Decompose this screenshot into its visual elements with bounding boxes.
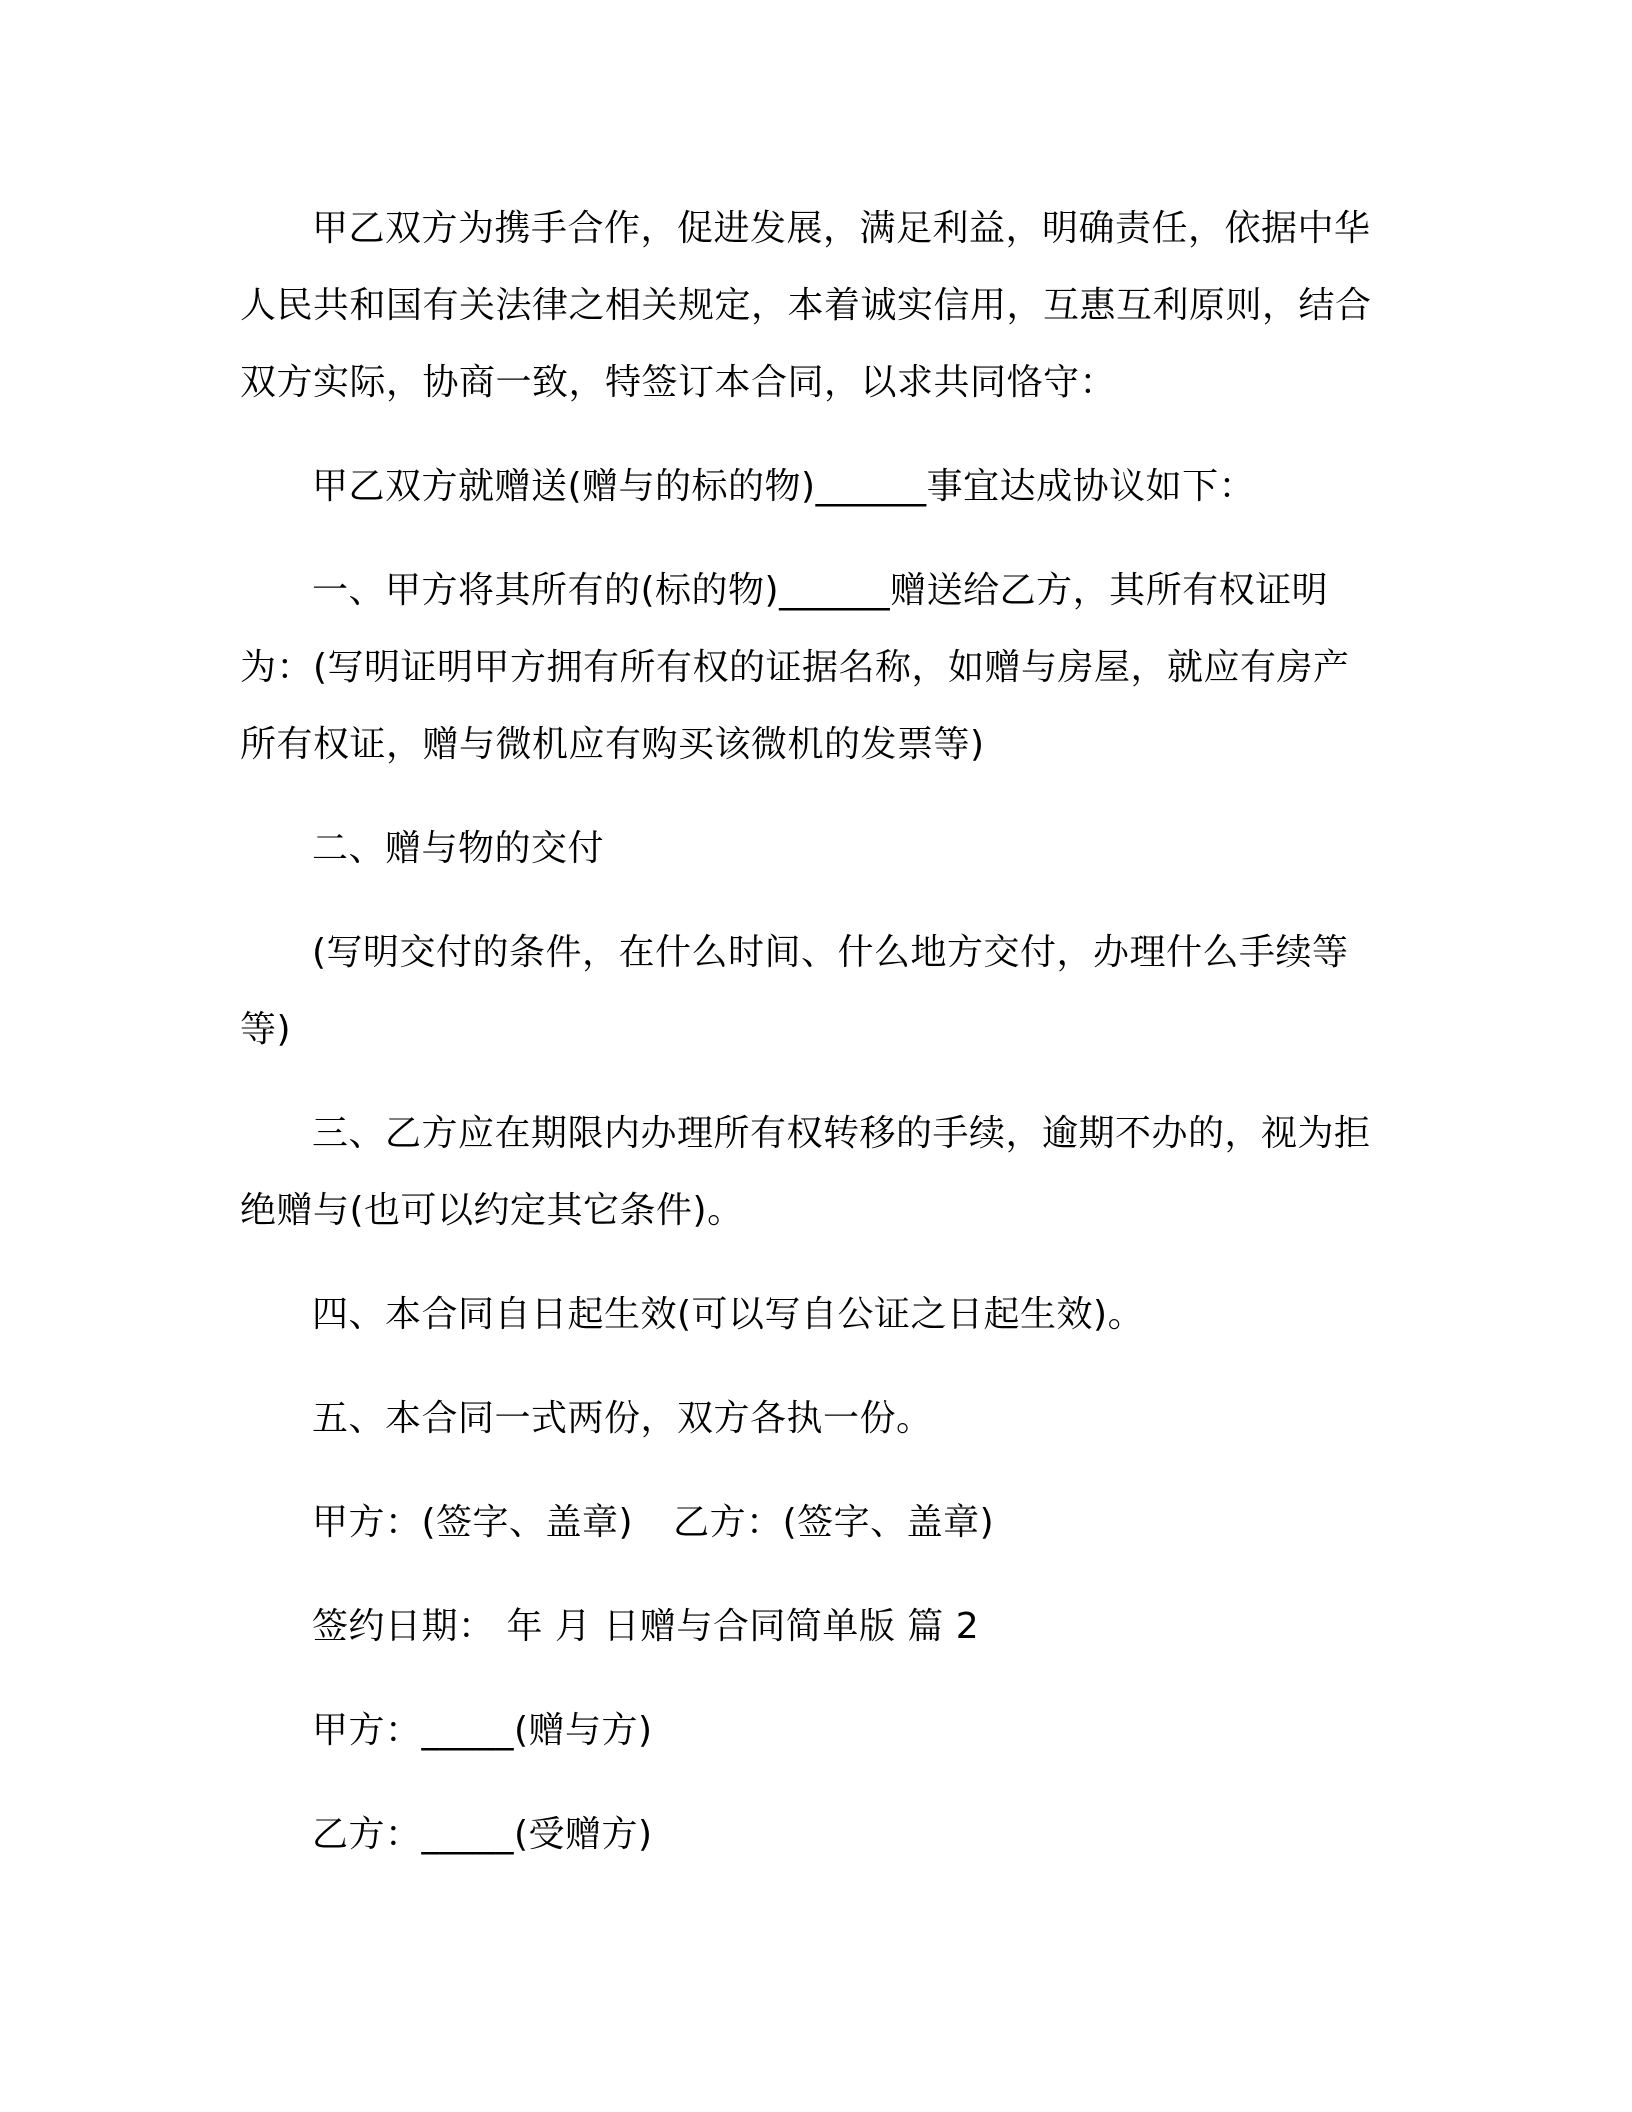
party-a-line: 甲方：_____(赠与方) bbox=[312, 1710, 653, 1751]
party-b-line: 乙方：_____(受赠方) bbox=[312, 1814, 653, 1855]
signature-line bbox=[240, 1484, 1380, 1561]
clause-4-paragraph: 四、本合同自日起生效(可以写自公证之日起生效)。 bbox=[312, 1294, 1145, 1335]
clause-2-body: (写明交付的条件，在什么时间、什么地方交付，办理什么手续等等) bbox=[240, 932, 1349, 1050]
document-body bbox=[240, 190, 1380, 1900]
signature-party-a: 甲方：(签字、盖章) bbox=[312, 1502, 634, 1543]
sign-date-line: 签约日期： 年 月 日赠与合同简单版 篇 2 bbox=[312, 1606, 980, 1647]
clause-2-title: 二、赠与物的交付 bbox=[312, 828, 605, 869]
clause-5-paragraph: 五、本合同一式两份，双方各执一份。 bbox=[312, 1398, 933, 1439]
clause-3-paragraph: 三、乙方应在期限内办理所有权转移的手续，逾期不办的，视为拒绝赠与(也可以约定其它条件)。 bbox=[240, 1113, 1371, 1231]
clause-1-paragraph: 一、甲方将其所有的(标的物)______赠送给乙方，其所有权证明为：(写明证明甲方拥有所有权的证据名称，如赠与房屋，就应有房产所有权证，赠与微机应有购买该微机的发票等) bbox=[240, 570, 1350, 765]
agreement-paragraph: 甲乙双方就赠送(赠与的标的物)______事宜达成协议如下： bbox=[312, 466, 1256, 507]
intro-paragraph: 甲乙双方为携手合作，促进发展，满足利益，明确责任，依据中华人民共和国有关法律之相关规定，本着诚实信用，互惠互利原则，结合双方实际，协商一致，特签订本合同，以求共同恪守： bbox=[240, 208, 1372, 403]
signature-party-b: 乙方：(签字、盖章) bbox=[673, 1502, 995, 1543]
